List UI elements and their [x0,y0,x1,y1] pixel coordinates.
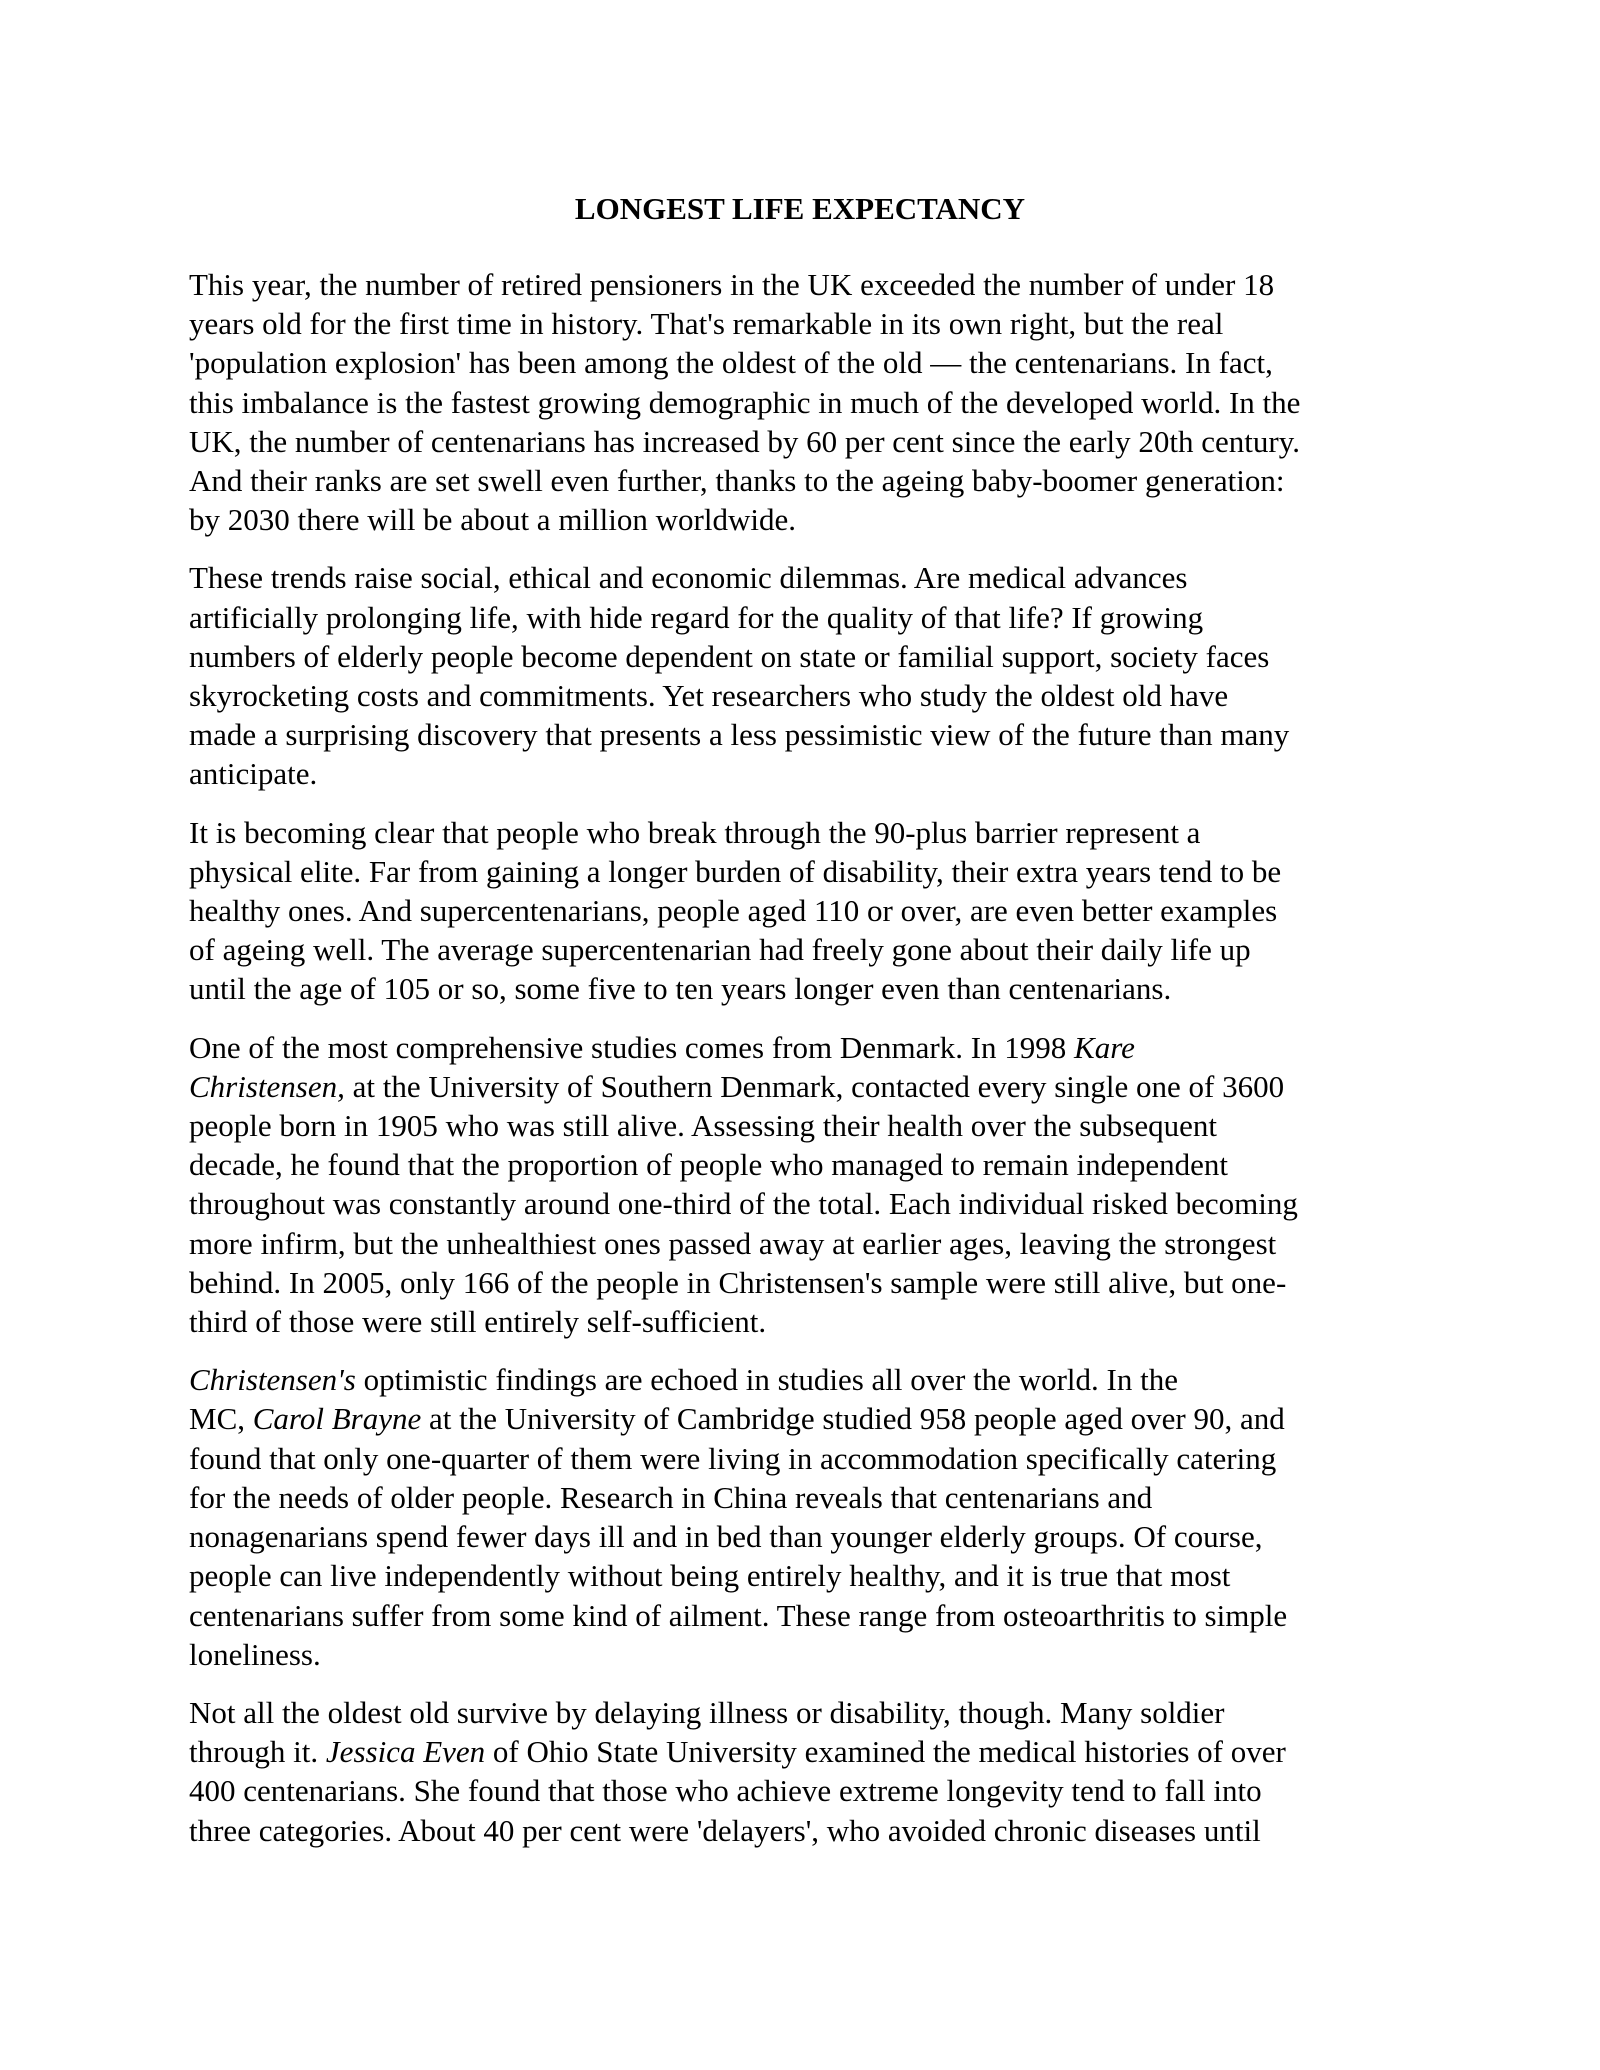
text-run: made a surprising discovery that presents a less pessimistic view of the future than many [189,717,1290,753]
paragraph [189,265,1421,539]
text-line [189,1596,1421,1635]
text-line [189,1184,1421,1223]
text-line [189,637,1421,676]
text-run: for the needs of older people. Research in China reveals that centenarians and [189,1479,1153,1515]
italic-name: Kare [1074,1029,1135,1065]
text-run: at the University of Southern Denmark, contacted every single one of 3600 [344,1068,1285,1104]
paragraph [189,1028,1421,1342]
text-run: anticipate. [189,756,318,792]
text-run: people can live independently without being entirely healthy, and it is true that most [189,1558,1231,1594]
text-run: of ageing well. The average supercentenarian had freely gone about their daily life up [189,932,1251,968]
text-run: This year, the number of retired pensioners in the UK exceeded the number of under 18 [189,267,1275,302]
text-run: physical elite. Far from gaining a longer burden of disability, their extra years tend to be [189,853,1282,889]
text-line [189,265,1421,304]
text-run: One of the most comprehensive studies comes from Denmark. In 1998 [189,1029,1075,1065]
text-line [189,930,1421,969]
text-line [189,1145,1421,1184]
text-line [189,461,1421,500]
text-run: 'population explosion' has been among the oldest of the old — the centenarians. In fact, [189,345,1273,381]
text-line [189,1224,1421,1263]
text-line [189,1635,1421,1674]
text-run: third of those were still entirely self-sufficient. [189,1304,767,1340]
paragraph [189,1360,1421,1674]
text-run: behind. In 2005, only 166 of the people in Christensen's sample were still alive, but one- [189,1264,1287,1300]
text-run: people born in 1905 who was still alive. Assessing their health over the subsequent [189,1108,1217,1144]
text-line [189,1556,1421,1595]
text-run: more infirm, but the unhealthiest ones passed away at earlier ages, leaving the strongest [189,1225,1277,1261]
text-line [189,1439,1421,1478]
text-run: this imbalance is the fastest growing demographic in much of the developed world. In the [189,384,1301,420]
text-run: until the age of 105 or so, some five to ten years longer even than centenarians. [189,971,1172,1007]
text-line [189,1106,1421,1145]
text-line [189,383,1421,422]
text-run: UK, the number of centenarians has increased by 60 per cent since the early 20th century. [189,423,1300,459]
paragraph [189,558,1421,793]
text-line [189,969,1421,1008]
text-line [189,558,1421,597]
text-run: at the University of Cambridge studied 958 people aged over 90, and [421,1401,1285,1437]
text-line [189,852,1421,891]
text-line [189,1399,1421,1438]
text-line [189,1771,1421,1810]
text-line [189,343,1421,382]
text-line [189,1811,1421,1850]
text-line [189,598,1421,637]
text-run: It is becoming clear that people who break through the 90-plus barrier represent a [189,814,1201,850]
text-run: These trends raise social, ethical and economic dilemmas. Are medical advances [189,560,1188,596]
text-line [189,813,1421,852]
text-line [189,715,1421,754]
text-run: 400 centenarians. She found that those who achieve extreme longevity tend to fall into [189,1773,1262,1809]
text-line [189,422,1421,461]
text-run: decade, he found that the proportion of people who managed to remain independent [189,1147,1229,1183]
text-line [189,891,1421,930]
text-line [189,500,1421,539]
document-body [189,265,1421,1869]
text-run: numbers of elderly people become dependent on state or familial support, society faces [189,638,1270,674]
italic-name: Jessica Even [325,1734,486,1770]
text-line [189,1693,1421,1732]
paragraph [189,1693,1421,1850]
text-line [189,676,1421,715]
text-run: Not all the oldest old survive by delaying illness or disability, though. Many soldier [189,1694,1225,1730]
text-line [189,304,1421,343]
text-run: loneliness. [189,1636,321,1672]
text-line [189,1732,1421,1771]
text-run: of Ohio State University examined the medical histories of over [485,1734,1286,1770]
text-run: centenarians suffer from some kind of ailment. These range from osteoarthritis to simple [189,1597,1288,1633]
text-run: skyrocketing costs and commitments. Yet researchers who study the oldest old have [189,678,1229,714]
document-title: LONGEST LIFE EXPECTANCY [574,191,1026,226]
text-run: through it. [189,1734,326,1770]
text-line [189,1302,1421,1341]
text-run: three categories. About 40 per cent were 'delayers', who avoided chronic diseases until [189,1812,1261,1848]
text-run: artificially prolonging life, with hide regard for the quality of that life? If growing [189,599,1204,635]
text-run: And their ranks are set swell even further, thanks to the ageing baby-boomer generation: [189,463,1285,499]
text-run: found that only one-quarter of them were living in accommodation specifically catering [189,1440,1277,1476]
italic-name: Christensen's [189,1362,356,1398]
text-line [189,754,1421,793]
text-line [189,1028,1421,1067]
text-line [189,1263,1421,1302]
italic-name: Christensen, [189,1068,345,1104]
text-run: optimistic findings are echoed in studies all over the world. In the [355,1362,1178,1398]
text-line [189,1478,1421,1517]
text-run: healthy ones. And supercentenarians, people aged 110 or over, are even better examples [189,893,1278,929]
text-run: nonagenarians spend fewer days ill and in bed than younger elderly groups. Of course, [189,1519,1263,1555]
text-line [189,1360,1421,1399]
text-run: throughout was constantly around one-third of the total. Each individual risked becoming [189,1186,1298,1222]
text-line [189,1067,1421,1106]
italic-name: Carol Brayne [252,1401,422,1437]
text-run: years old for the first time in history. That's remarkable in its own right, but the real [189,306,1224,342]
text-run: by 2030 there will be about a million worldwide. [189,502,796,538]
text-run: MC, [189,1401,253,1437]
text-line [189,1517,1421,1556]
paragraph [189,813,1421,1009]
